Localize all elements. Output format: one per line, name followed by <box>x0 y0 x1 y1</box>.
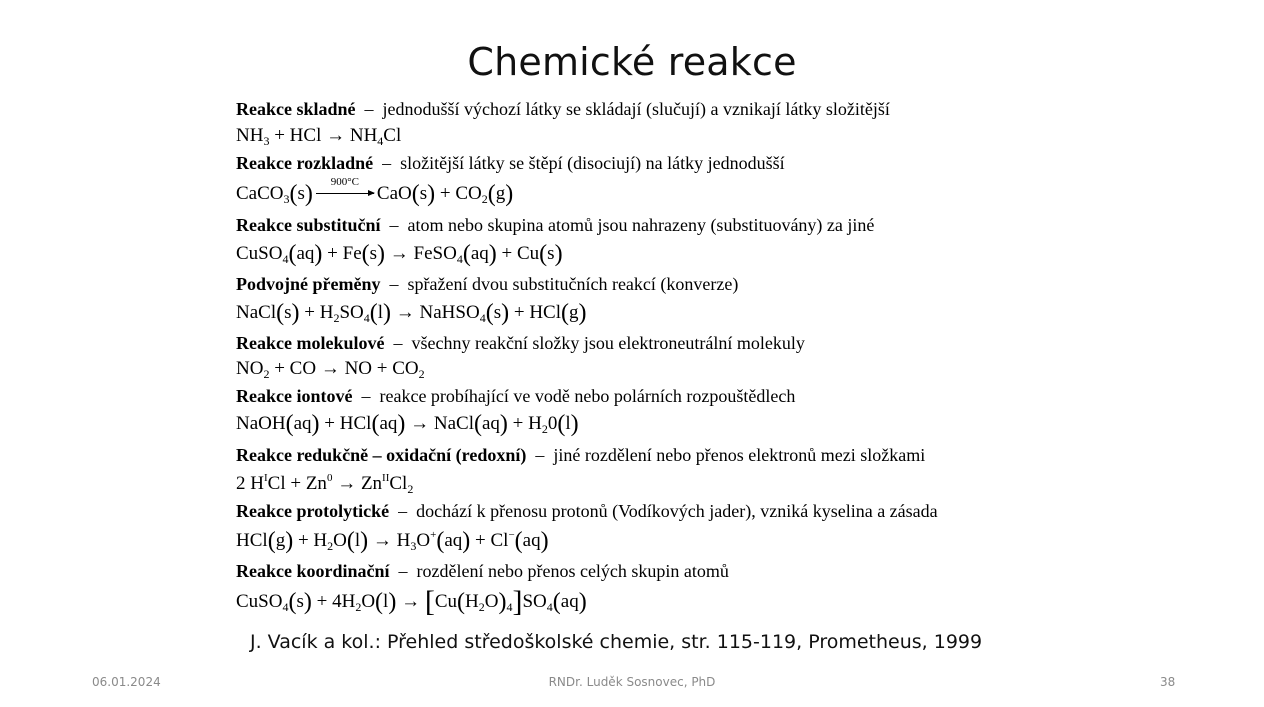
reaction-description: dochází k přenosu protonů (Vodíkových jader), vzniká kyselina a zásada <box>416 501 938 521</box>
equation: CaCO$_3$(s) 900°C $CaO(s) + CO_2(g)$ <box>236 183 513 205</box>
reaction-term: Reakce protolytické <box>236 501 390 521</box>
reaction-term: Reakce redukčně – oxidační (redoxní) <box>236 445 527 465</box>
dash: – <box>364 99 374 119</box>
dash: – <box>389 274 399 294</box>
reaction-description: jiné rozdělení nebo přenos elektronů mezi složkami <box>553 445 926 465</box>
dash: – <box>398 501 408 521</box>
reaction-term: Reakce koordinační <box>236 561 390 581</box>
equation: $HCl(g) + H_2O(l) \to H_3O^+(aq) + Cl^-(aq)$ <box>236 528 549 554</box>
reaction-term: Reakce skladné <box>236 99 356 119</box>
dash: – <box>398 561 408 581</box>
definition-row <box>236 332 805 354</box>
equation: NaOH(aq) + HCl(aq) → NaCl(aq) + $H_20(l)$ <box>236 411 579 437</box>
reaction-description: rozdělení nebo přenos celých skupin atomů <box>416 561 729 581</box>
slide-title: Chemické reakce <box>467 40 797 84</box>
definition-row <box>236 98 890 120</box>
reaction-term: Reakce iontové <box>236 386 353 406</box>
footer-date: 06.01.2024 <box>92 675 161 689</box>
footer-author: RNDr. Luděk Sosnovec, PhD <box>548 675 716 689</box>
dash: – <box>389 215 399 235</box>
slide-number: 38 <box>1160 675 1176 689</box>
definition-row <box>236 500 938 522</box>
reaction-description: atom nebo skupina atomů jsou nahrazeny (substituovány) za jiné <box>407 215 875 235</box>
reaction-term: Reakce molekulové <box>236 333 385 353</box>
dash: – <box>361 386 371 406</box>
definition-row <box>236 214 874 236</box>
arrow-with-condition <box>315 176 375 205</box>
reaction-condition: 900°C <box>330 176 360 188</box>
reaction-description: složitější látky se štěpí (disociují) na látky jednodušší <box>400 153 785 173</box>
definition-row <box>236 444 925 466</box>
reaction-description: jednodušší výchozí látky se skládají (slučují) a vznikají látky složitější <box>382 99 890 119</box>
reaction-term: Reakce rozkladné <box>236 153 374 173</box>
reaction-term: Podvojné přeměny <box>236 274 381 294</box>
equation: $NO_2$ + CO → NO + $CO_2$ <box>236 358 425 381</box>
definition-row <box>236 273 738 295</box>
reaction-description: reakce probíhající ve vodě nebo polárních rozpouštědlech <box>379 386 796 406</box>
reaction-description: spřažení dvou substitučních reakcí (konverze) <box>407 274 739 294</box>
equation: 2 $H^ICl + Zn^0 \to Zn^{II}Cl_2$ <box>236 472 414 496</box>
dash: – <box>535 445 545 465</box>
dash: – <box>393 333 403 353</box>
reaction-description: všechny reakční složky jsou elektroneutrální molekuly <box>411 333 805 353</box>
equation: CuSO$_4$(s) + $4H_2O(l) \to [Cu(H_2O)_4]SO_4(aq)$ <box>236 585 587 618</box>
definition-row <box>236 385 795 407</box>
dash: – <box>382 153 392 173</box>
reaction-term: Reakce substituční <box>236 215 381 235</box>
equation: NaCl(s) + $H_2SO_4(l)$ → NaHSO$_4$(s) + HCl(g) <box>236 300 587 326</box>
equation: CuSO$_4$(aq) + Fe(s) → FeSO$_4$(aq) + Cu(s) <box>236 241 563 267</box>
definition-row <box>236 560 729 582</box>
equation: $NH_3$ + HCl → $NH_4Cl$ <box>236 125 402 148</box>
literature-reference: J. Vacík a kol.: Přehled středoškolské chemie, str. 115-119, Prometheus, 1999 <box>250 631 983 653</box>
